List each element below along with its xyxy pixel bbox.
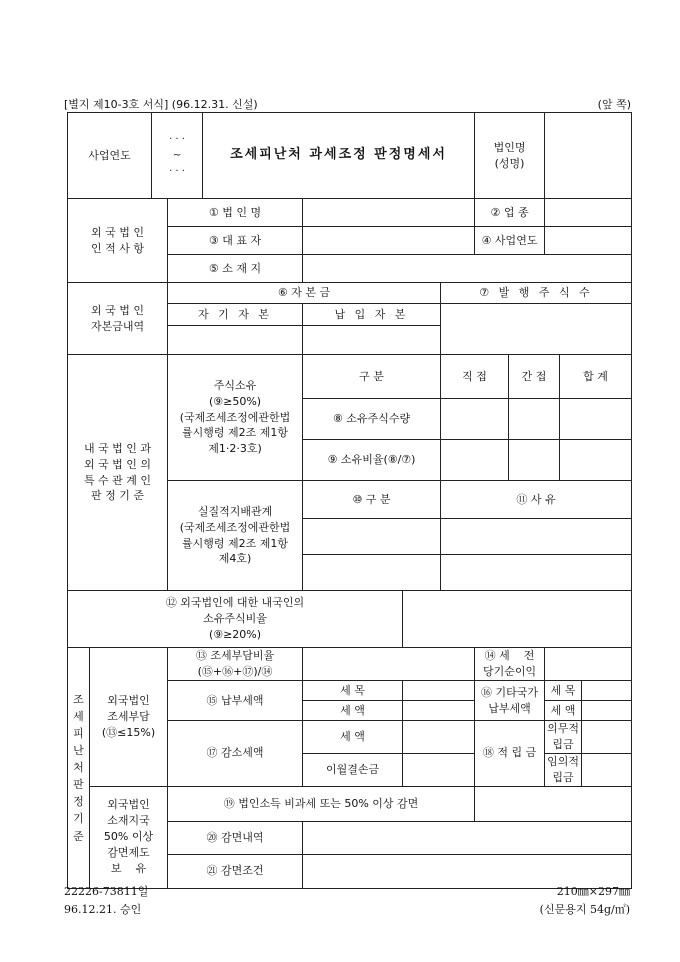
control-reason-header: ⑪ 사 유 <box>441 481 632 519</box>
gubun-header: 구 분 <box>303 355 441 399</box>
exemption-label: 외국법인 소재지국 50% 이상 감면제도 보 유 <box>90 786 168 888</box>
exemption-21-label: ㉑ 감면조건 <box>168 854 303 888</box>
paid-capital-value[interactable] <box>303 326 441 355</box>
ownership-ratio-total[interactable] <box>560 440 632 481</box>
pretax-income-value[interactable] <box>545 648 632 681</box>
approval-date: 96.12.21. 승인 <box>64 903 142 916</box>
control-reason-1[interactable] <box>441 519 632 555</box>
tax-amount-value[interactable] <box>403 701 475 721</box>
capital-header: ⑥ 자 본 금 <box>168 283 441 304</box>
shares-issued-value[interactable] <box>441 304 632 355</box>
tax-item-value[interactable] <box>403 681 475 701</box>
exemption-19-label: ⑲ 법인소득 비과세 또는 50% 이상 감면 <box>168 786 475 821</box>
shares-held-label: ⑧ 소유주식수량 <box>303 399 441 440</box>
shares-held-total[interactable] <box>560 399 632 440</box>
corp-name-label: 법인명 (성명) <box>475 113 545 199</box>
paid-capital-header: 납 입 자 본 <box>303 304 441 326</box>
domestic-ownership-label: ⑫ 외국법인에 대한 내국인의 소유주식비율 (⑨≥20%) <box>68 591 403 648</box>
field2-value[interactable] <box>545 199 632 227</box>
other-tax-item-label: 세 목 <box>545 681 582 701</box>
ownership-ratio-direct[interactable] <box>441 440 509 481</box>
exemption-19-value[interactable] <box>475 786 632 821</box>
control-reason-2[interactable] <box>441 555 632 591</box>
form-title: 조세피난처 과세조정 판정명세서 <box>203 113 475 199</box>
year-label: 사업연도 <box>68 113 152 199</box>
tax-item-label: 세 목 <box>303 681 403 701</box>
control-desc: 실질적지배관계 (국제조세조정에관한법 률시행령 제2조 제1항 제4호) <box>168 481 303 591</box>
special-relation-label: 내 국 법 인 과 외 국 법 인 의 특 수 관 계 인 판 정 기 준 <box>68 355 168 591</box>
control-gubun-1[interactable] <box>303 519 441 555</box>
other-tax-label: ⑯ 기타국가 납부세액 <box>475 681 545 721</box>
share-ownership-desc: 주식소유 (⑨≥50%) (국제조세조정에관한법 률시행령 제2조 제1항 제1·2·3호) <box>168 355 303 481</box>
field1-value[interactable] <box>303 199 475 227</box>
mandatory-reserve-value[interactable] <box>582 721 632 754</box>
own-capital-value[interactable] <box>168 326 303 355</box>
total-header: 합 계 <box>560 355 632 399</box>
reserve-label: ⑱ 적 립 금 <box>475 721 545 787</box>
field2-label: ② 업 종 <box>475 199 545 227</box>
exemption-20-label: ⑳ 감면내역 <box>168 821 303 854</box>
deficit-value[interactable] <box>403 753 475 786</box>
field5-label: ⑤ 소 재 지 <box>168 255 303 283</box>
tax-amount-label: 세 액 <box>303 701 403 721</box>
voluntary-reserve-label: 임의적립금 <box>545 753 582 786</box>
other-tax-amount-label: 세 액 <box>545 701 582 721</box>
other-tax-item-value[interactable] <box>582 681 632 701</box>
field3-label: ③ 대 표 자 <box>168 227 303 255</box>
paper-spec: (신문용지 54g/㎡) <box>539 903 630 916</box>
control-gubun-2[interactable] <box>303 555 441 591</box>
reduced-tax-label: ⑰ 감소세액 <box>168 721 303 787</box>
determination-form <box>67 112 632 889</box>
ownership-ratio-indirect[interactable] <box>509 440 560 481</box>
mandatory-reserve-label: 의무적립금 <box>545 721 582 754</box>
voluntary-reserve-value[interactable] <box>582 753 632 786</box>
control-gubun-header: ⑩ 구 분 <box>303 481 441 519</box>
direct-header: 직 접 <box>441 355 509 399</box>
burden-ratio-value[interactable] <box>303 648 475 681</box>
field4-label: ④ 사업연도 <box>475 227 545 255</box>
ownership-ratio-label: ⑨ 소유비율(⑧/⑦) <box>303 440 441 481</box>
indirect-header: 간 접 <box>509 355 560 399</box>
burden-ratio-label: ⑬ 조세부담비율 (⑮+⑯+⑰)/⑭ <box>168 648 303 681</box>
foreign-corp-label: 외 국 법 인 인 적 사 항 <box>68 199 168 283</box>
form-code: 22226-73811일 <box>64 885 149 898</box>
year-range[interactable]: · · · ~ · · · <box>152 113 203 199</box>
field3-value[interactable] <box>303 227 475 255</box>
own-capital-header: 자 기 자 본 <box>168 304 303 326</box>
field4-value[interactable] <box>545 227 632 255</box>
corp-name-field[interactable] <box>545 113 632 199</box>
other-tax-amount-value[interactable] <box>582 701 632 721</box>
haven-criteria-label: 조세피난처판정기준 <box>68 648 90 889</box>
reduced-amount-value[interactable] <box>403 721 475 754</box>
reduced-amount-label: 세 액 <box>303 721 403 754</box>
pretax-income-label: ⑭ 세 전 당기순이익 <box>475 648 545 681</box>
domestic-ownership-value[interactable] <box>403 591 632 648</box>
shares-held-direct[interactable] <box>441 399 509 440</box>
capital-label: 외 국 법 인 자본금내역 <box>68 283 168 355</box>
tax-paid-label: ⑮ 납부세액 <box>168 681 303 721</box>
field1-label: ① 법 인 명 <box>168 199 303 227</box>
deficit-label: 이월결손금 <box>303 753 403 786</box>
exemption-20-value[interactable] <box>303 821 632 854</box>
page-side: (앞 쪽) <box>597 98 631 111</box>
form-number: [별지 제10-3호 서식] (96.12.31. 신설) <box>64 98 258 111</box>
paper-size: 210㎜×297㎜ <box>556 885 630 898</box>
burden-label: 외국법인 조세부담 (⑬≤15%) <box>90 648 168 787</box>
shares-issued-header: ⑦ 발 행 주 식 수 <box>441 283 632 304</box>
shares-held-indirect[interactable] <box>509 399 560 440</box>
field5-value[interactable] <box>303 255 632 283</box>
